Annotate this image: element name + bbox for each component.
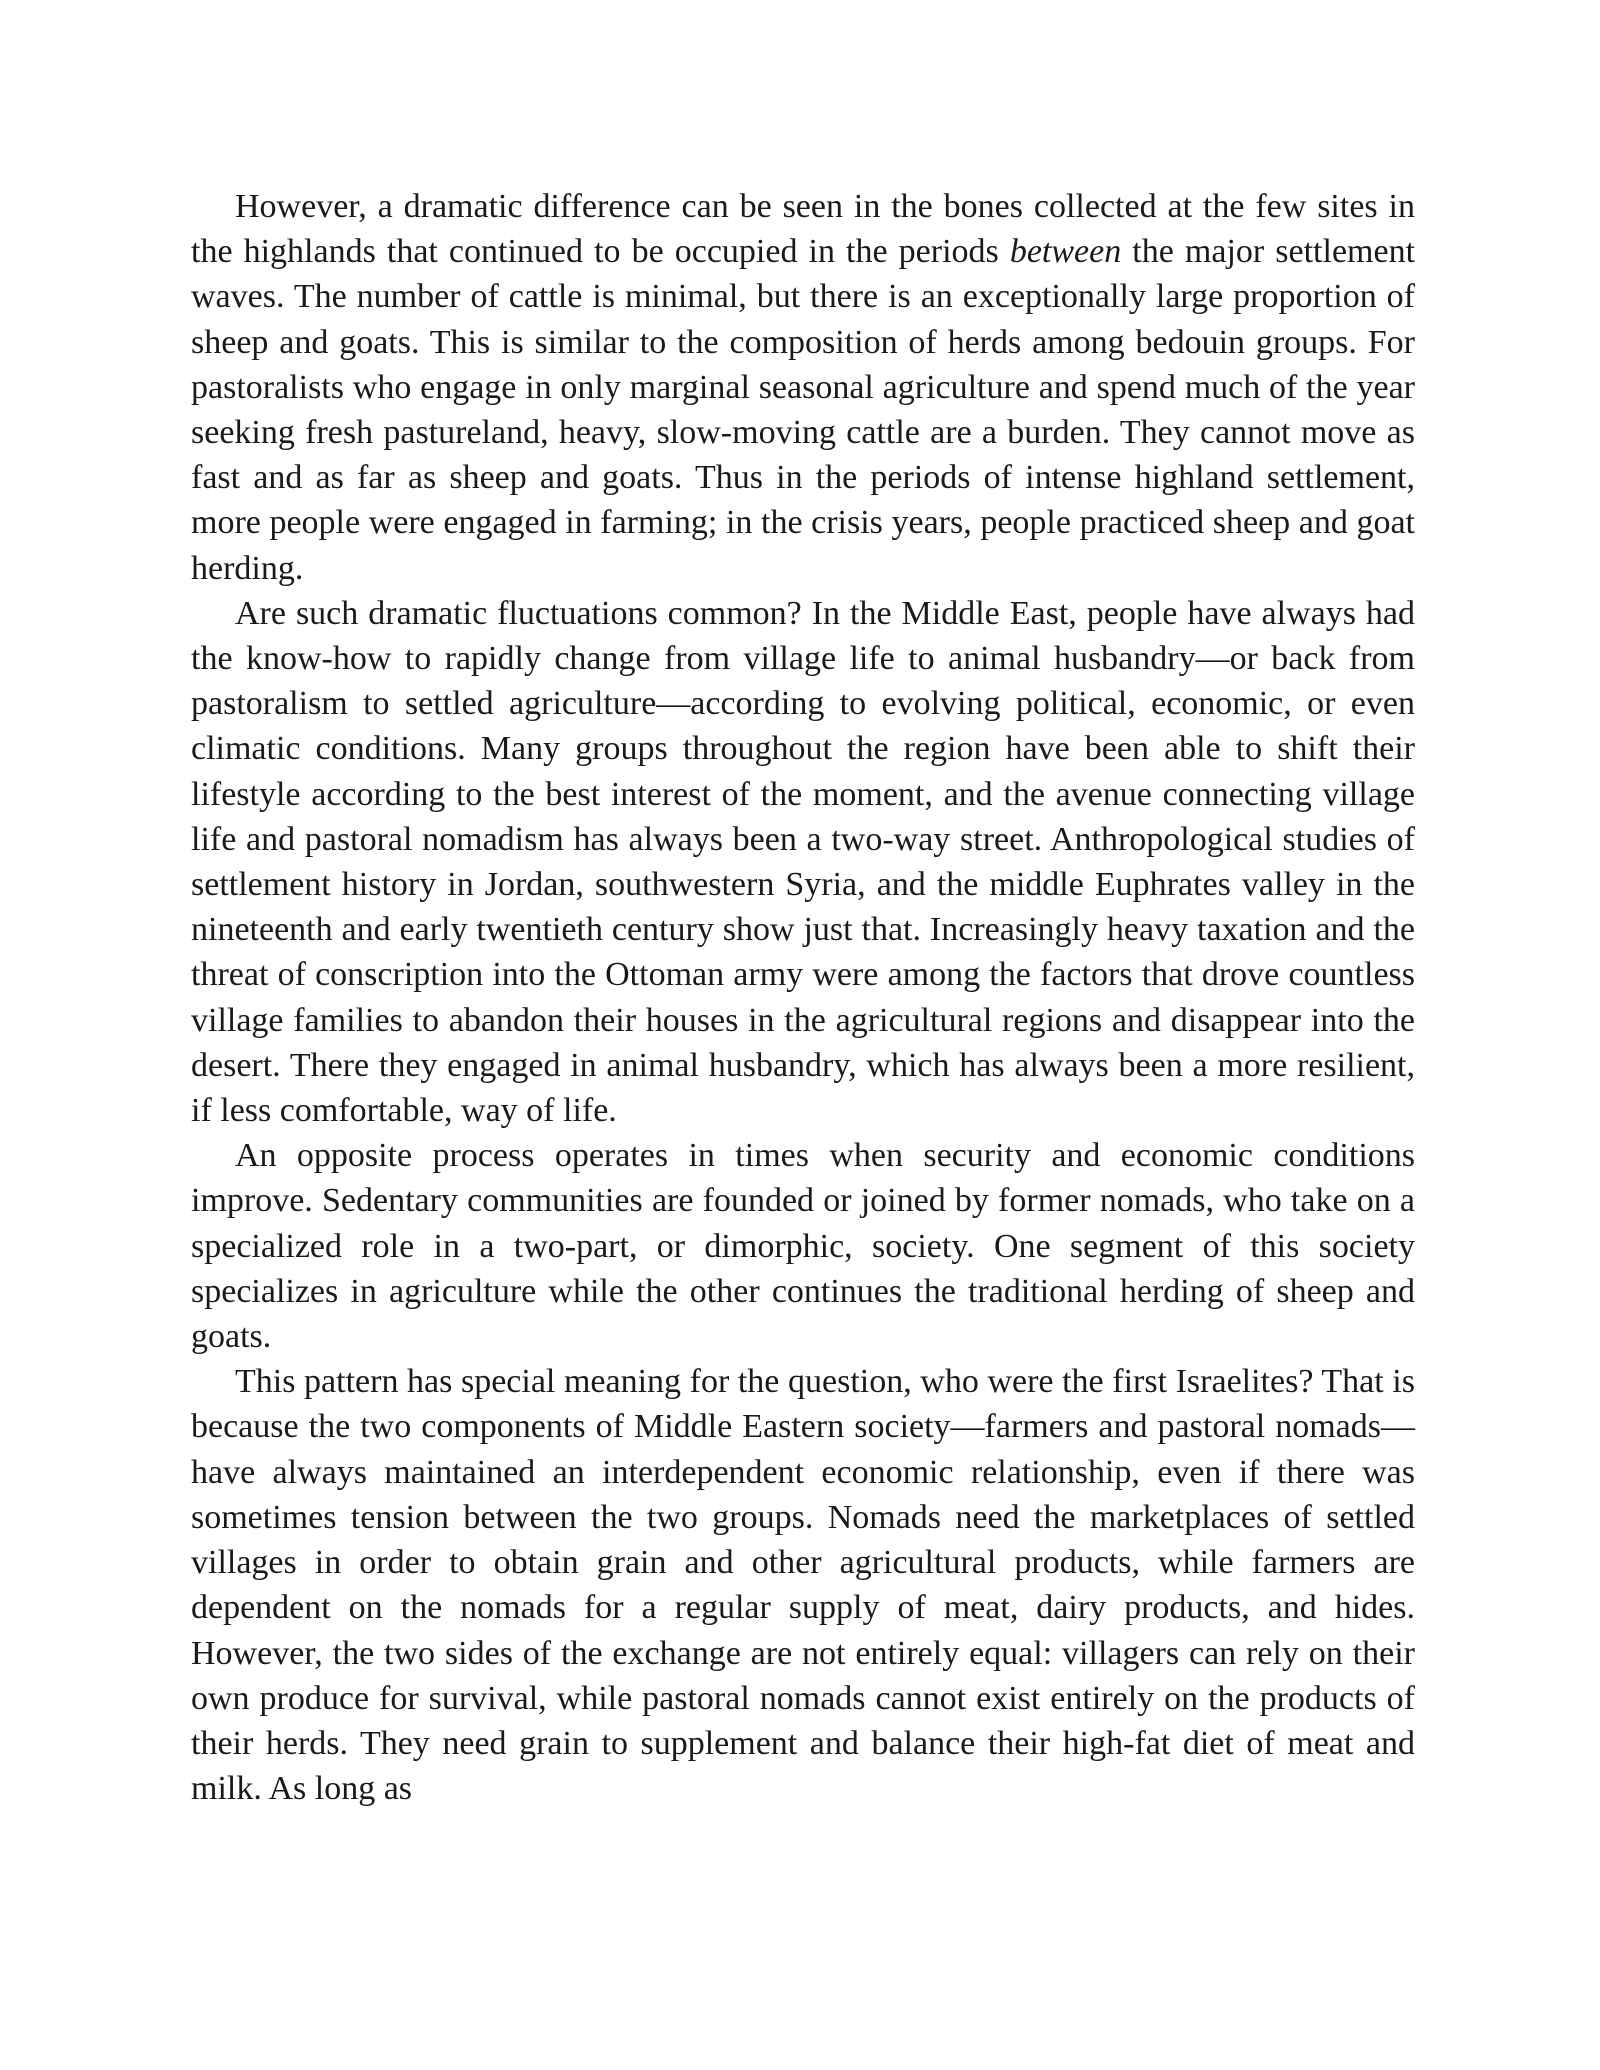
page-body	[191, 184, 1415, 1811]
paragraph-2: Are such dramatic fluctuations common? In the Middle East, people have always had the know-how to rapidly change from village life to animal husbandry—or back from pastoralism to settled agriculture—according to evolving political, economic, or even climatic conditions. Many groups throughout the region have been able to shift their lifestyle according to the best interest of the moment, and the avenue connecting village life and pastoral nomadism has always been a two-way street. Anthropological studies of settlement history in Jordan, southwestern Syria, and the middle Euphrates valley in the nineteenth and early twentieth century show just that. Increasingly heavy taxation and the threat of conscription into the Ottoman army were among the factors that drove countless village families to abandon their houses in the agricultural regions and disappear into the desert. There they engaged in animal husbandry, which has always been a more resilient, if less comfortable, way of life.	[191, 594, 1415, 1130]
emphasized-word: between	[1009, 233, 1122, 271]
paragraph-4: This pattern has special meaning for the question, who were the first Israelites? That is because the two components of Middle Eastern society—farmers and pastoral nomads—have always maintained an interdependent economic relationship, even if there was sometimes tension between the two groups. Nomads need the marketplaces of settled villages in order to obtain grain and other agricultural products, while farmers are dependent on the nomads for a regular supply of meat, dairy products, and hides. However, the two sides of the exchange are not entirely equal: villagers can rely on their own produce for survival, while pastoral nomads cannot exist entirely on the products of their herds. They need grain to supplement and balance their high-fat diet of meat and milk. As long as	[191, 1363, 1415, 1808]
paragraph-1-text-end: the major settlement waves. The number of cattle is minimal, but there is an exceptionally large proportion of sheep and goats. This is similar to the composition of herds among bedouin groups. For pastoralists who engage in only marginal seasonal agriculture and spend much of the year seeking fresh pastureland, heavy, slow-moving cattle are a burden. They cannot move as fast and as far as sheep and goats. Thus in the periods of intense highland settlement, more people were engaged in farming; in the crisis years, people practiced sheep and goat herding.	[191, 233, 1416, 587]
paragraph-1	[191, 184, 1415, 591]
paragraph-3: An opposite process operates in times when security and economic conditions improve. Sedentary communities are founded or joined by former nomads, who take on a specialized role in a two-part, or dimorphic, society. One segment of this society specializes in agriculture while the other continues the traditional herding of sheep and goats.	[191, 1137, 1415, 1356]
paragraph-1-text-start: However, a dramatic difference can be seen in the bones collected at the few sites in the highlands that continued to be occupied in the periods	[191, 188, 1415, 271]
